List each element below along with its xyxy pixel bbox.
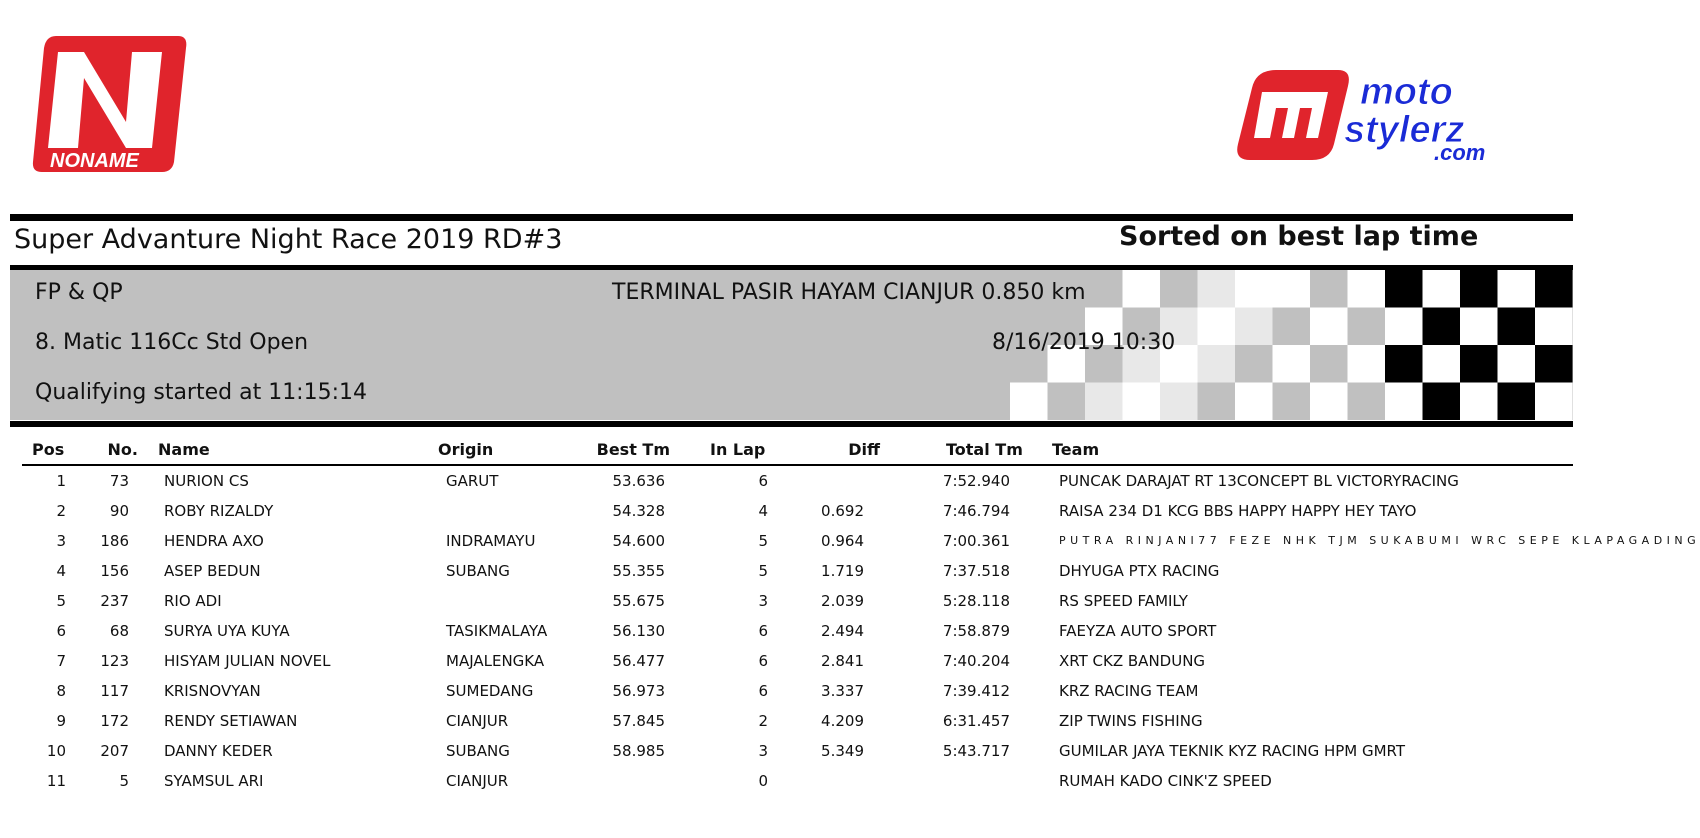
cell-diff: 2.841 (821, 652, 864, 670)
cell-inlap: 5 (758, 562, 768, 580)
cell-origin: CIANJUR (446, 772, 509, 790)
cell-best: 56.130 (612, 622, 665, 640)
svg-text:moto: moto (1360, 71, 1453, 113)
checker-square (1535, 308, 1573, 346)
cell-origin: SUBANG (446, 562, 510, 580)
checker-square (1348, 345, 1386, 383)
cell-no: 68 (109, 622, 129, 640)
checker-square (1123, 383, 1161, 421)
results-table (22, 436, 1700, 796)
cell-name: RIO ADI (164, 592, 222, 610)
cell-inlap: 0 (758, 772, 768, 790)
table-row (22, 676, 1573, 706)
cell-team: KRZ RACING TEAM (1059, 682, 1199, 700)
cell-no: 237 (100, 592, 129, 610)
cell-pos: 7 (56, 652, 66, 670)
checker-square (1085, 270, 1123, 308)
svg-text:.com: .com (1434, 140, 1486, 165)
cell-diff: 0.692 (821, 502, 864, 520)
cell-total: 7:46.794 (942, 502, 1010, 520)
checker-square (1385, 308, 1423, 346)
checker-square (1235, 308, 1273, 346)
cell-pos: 4 (56, 562, 66, 580)
cell-team: PUNCAK DARAJAT RT 13CONCEPT BL VICTORYRACING (1059, 472, 1459, 490)
cell-total: 5:43.717 (942, 742, 1010, 760)
cell-best: 53.636 (612, 472, 665, 490)
cell-pos: 10 (46, 742, 66, 760)
cell-pos: 1 (56, 472, 66, 490)
sort-label: Sorted on best lap time (1119, 221, 1479, 252)
cell-team: FAEYZA AUTO SPORT (1059, 622, 1217, 640)
col-total: Total Tm (946, 440, 1023, 459)
col-diff: Diff (848, 440, 880, 459)
checker-square (1535, 270, 1573, 308)
svg-text:NONAME: NONAME (50, 150, 139, 172)
cell-name: SURYA UYA KUYA (164, 622, 290, 640)
table-row (22, 616, 1573, 646)
cell-team: RUMAH KADO CINK'Z SPEED (1059, 772, 1272, 790)
cell-team: ZIP TWINS FISHING (1059, 712, 1203, 730)
checker-square (1273, 345, 1311, 383)
cell-origin: TASIKMALAYA (446, 622, 548, 640)
checker-square (1423, 383, 1461, 421)
cell-pos: 3 (56, 532, 66, 550)
checker-square (1198, 270, 1236, 308)
cell-best: 56.973 (612, 682, 665, 700)
cell-best: 55.355 (612, 562, 665, 580)
checker-square (1385, 345, 1423, 383)
track-name: TERMINAL PASIR HAYAM CIANJUR 0.850 km (612, 280, 1086, 305)
checker-square (1348, 383, 1386, 421)
cell-best: 56.477 (612, 652, 665, 670)
cell-origin: CIANJUR (446, 712, 509, 730)
cell-team: PUTRA RINJANI77 FEZE NHK TJM SUKABUMI WRC SEPE KLAPAGADING (1059, 534, 1700, 547)
col-name: Name (158, 440, 210, 459)
cell-diff: 3.337 (821, 682, 864, 700)
cell-best: 54.328 (612, 502, 665, 520)
checker-square (1010, 383, 1048, 421)
cell-total: 6:31.457 (942, 712, 1010, 730)
cell-total: 7:39.412 (942, 682, 1010, 700)
col-pos: Pos (32, 440, 65, 459)
checker-square (1498, 270, 1536, 308)
band-divider (10, 421, 1573, 427)
event-title: Super Advanture Night Race 2019 RD#3 (14, 224, 563, 255)
checker-square (1310, 345, 1348, 383)
cell-best: 54.600 (612, 532, 665, 550)
checker-square (1235, 270, 1273, 308)
checker-square (1198, 383, 1236, 421)
cell-pos: 5 (56, 592, 66, 610)
session-name: FP & QP (35, 280, 123, 305)
cell-pos: 6 (56, 622, 66, 640)
table-row (22, 556, 1573, 586)
cell-name: NURION CS (164, 472, 249, 490)
checker-square (1535, 383, 1573, 421)
cell-diff: 2.039 (821, 592, 864, 610)
session-datetime: 8/16/2019 10:30 (992, 330, 1176, 355)
cell-name: SYAMSUL ARI (164, 772, 264, 790)
checker-square (1423, 270, 1461, 308)
cell-name: RENDY SETIAWAN (164, 712, 298, 730)
checker-square (1385, 383, 1423, 421)
cell-team: RS SPEED FAMILY (1059, 592, 1188, 610)
cell-inlap: 3 (758, 592, 768, 610)
col-inlap: In Lap (710, 440, 766, 459)
session-info-band (10, 270, 1573, 420)
cell-name: KRISNOVYAN (164, 682, 261, 700)
table-header (22, 436, 1573, 466)
checker-square (1273, 308, 1311, 346)
cell-no: 172 (100, 712, 129, 730)
cell-diff: 0.964 (821, 532, 864, 550)
checker-square (1085, 383, 1123, 421)
col-no: No. (107, 440, 138, 459)
cell-total: 5:28.118 (942, 592, 1010, 610)
cell-origin: SUMEDANG (446, 682, 534, 700)
checker-square (1423, 345, 1461, 383)
checker-square (1385, 270, 1423, 308)
cell-origin: GARUT (446, 472, 499, 490)
cell-total: 7:52.940 (942, 472, 1010, 490)
col-best: Best Tm (596, 440, 670, 459)
cell-total: 7:40.204 (942, 652, 1010, 670)
checker-square (1460, 308, 1498, 346)
checker-square (1048, 383, 1086, 421)
cell-best: 58.985 (612, 742, 665, 760)
checker-square (1348, 270, 1386, 308)
cell-inlap: 6 (758, 622, 768, 640)
cell-best: 57.845 (612, 712, 665, 730)
cell-diff: 2.494 (821, 622, 864, 640)
checker-square (1498, 308, 1536, 346)
cell-no: 73 (109, 472, 129, 490)
cell-name: DANNY KEDER (164, 742, 273, 760)
cell-name: HENDRA AXO (164, 532, 264, 550)
checker-square (1235, 345, 1273, 383)
table-row (22, 466, 1573, 496)
cell-name: HISYAM JULIAN NOVEL (164, 652, 331, 670)
cell-inlap: 2 (758, 712, 768, 730)
cell-no: 117 (100, 682, 129, 700)
cell-name: ASEP BEDUN (164, 562, 261, 580)
cell-no: 156 (100, 562, 129, 580)
checker-square (1198, 308, 1236, 346)
checker-square (1273, 270, 1311, 308)
table-row (22, 526, 1700, 556)
table-row (22, 586, 1573, 616)
cell-name: ROBY RIZALDY (164, 502, 274, 520)
qualifying-start: Qualifying started at 11:15:14 (35, 380, 367, 405)
table-body (22, 466, 1700, 796)
cell-origin: INDRAMAYU (446, 532, 536, 550)
checker-square (1310, 270, 1348, 308)
checker-square (1310, 308, 1348, 346)
checker-square (1273, 383, 1311, 421)
cell-diff: 1.719 (821, 562, 864, 580)
motostylerz-logo (1232, 60, 1532, 170)
checker-square (1460, 383, 1498, 421)
checker-square (1123, 270, 1161, 308)
cell-no: 90 (109, 502, 129, 520)
checker-square (1423, 308, 1461, 346)
table-row (22, 646, 1573, 676)
checker-square (1198, 345, 1236, 383)
cell-team: DHYUGA PTX RACING (1059, 562, 1220, 580)
checker-square (1160, 383, 1198, 421)
table-row (22, 736, 1573, 766)
class-name: 8. Matic 116Cc Std Open (35, 330, 309, 355)
cell-pos: 2 (56, 502, 66, 520)
cell-inlap: 6 (758, 682, 768, 700)
cell-no: 5 (119, 772, 129, 790)
checker-square (1460, 270, 1498, 308)
checker-square (1460, 345, 1498, 383)
checker-square (1160, 270, 1198, 308)
cell-no: 207 (100, 742, 129, 760)
checker-square (1498, 383, 1536, 421)
cell-inlap: 5 (758, 532, 768, 550)
noname-logo (28, 30, 193, 180)
cell-inlap: 4 (758, 502, 768, 520)
table-row (22, 496, 1573, 526)
cell-team: RAISA 234 D1 KCG BBS HAPPY HAPPY HEY TAYO (1059, 502, 1417, 520)
cell-inlap: 3 (758, 742, 768, 760)
cell-pos: 11 (46, 772, 66, 790)
cell-origin: SUBANG (446, 742, 510, 760)
cell-best: 55.675 (612, 592, 665, 610)
cell-no: 123 (100, 652, 129, 670)
checker-square (1535, 345, 1573, 383)
cell-total: 7:37.518 (942, 562, 1010, 580)
cell-inlap: 6 (758, 472, 768, 490)
svg-text:stylerz: stylerz (1344, 109, 1465, 151)
col-team: Team (1052, 440, 1100, 459)
cell-total: 7:58.879 (942, 622, 1010, 640)
cell-inlap: 6 (758, 652, 768, 670)
col-origin: Origin (438, 440, 494, 459)
cell-pos: 9 (56, 712, 66, 730)
top-divider (10, 214, 1573, 221)
checker-square (1310, 383, 1348, 421)
cell-pos: 8 (56, 682, 66, 700)
cell-team: XRT CKZ BANDUNG (1059, 652, 1206, 670)
checker-square (1235, 383, 1273, 421)
table-row (22, 706, 1573, 736)
cell-team: GUMILAR JAYA TEKNIK KYZ RACING HPM GMRT (1059, 742, 1406, 760)
cell-no: 186 (100, 532, 129, 550)
cell-origin: MAJALENGKA (446, 652, 545, 670)
cell-diff: 5.349 (821, 742, 864, 760)
cell-total: 7:00.361 (942, 532, 1010, 550)
checker-square (1498, 345, 1536, 383)
cell-diff: 4.209 (821, 712, 864, 730)
checker-square (1348, 308, 1386, 346)
table-row (22, 766, 1573, 796)
